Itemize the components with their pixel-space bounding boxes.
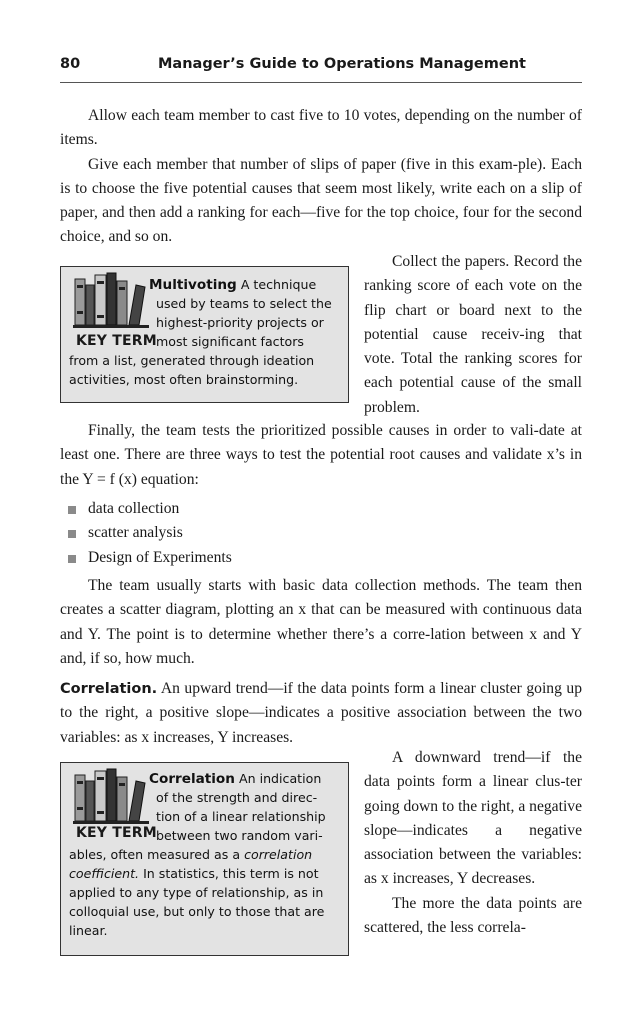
books-icon [73, 271, 149, 329]
list-item: Design of Experiments [66, 546, 232, 570]
running-header [60, 56, 582, 83]
key-term-line: linear. [69, 923, 108, 938]
key-term-line: used by teams to select the [156, 296, 332, 311]
books-icon [73, 767, 149, 825]
key-term-line: highest-priority projects or [156, 315, 324, 330]
running-title: Manager’s Guide to Operations Management [158, 56, 526, 72]
paragraph-slips: Give each member that number of slips of paper (five in this exam-ple). Each is to choose the five potential causes that seem most likely, write each on a slip of paper, and then add a ranking for each—five for the top choice, four for the second choice, and so on. [60, 155, 582, 246]
key-term-line: between two random vari- [156, 828, 323, 843]
body-text-top [60, 104, 582, 250]
key-term-line: most significant factors [156, 334, 304, 349]
key-term-line: applied to any type of relationship, as in [69, 885, 324, 900]
body-text-middle [60, 574, 582, 750]
key-term-word: Correlation [149, 771, 235, 787]
bullet-list [66, 497, 232, 570]
page-number: 80 [60, 56, 81, 72]
key-term-line: Multivoting A technique [149, 277, 317, 293]
paragraph-scattered: The more the data points are scattered, the less correla- [364, 894, 582, 937]
key-term-line: ables, often measured as a correlation [69, 847, 313, 862]
run-in-heading: Correlation. [60, 681, 158, 698]
paragraph-correlation: Correlation. An upward trend—if the data points form a linear cluster going up to the right, a positive slope—indicates a positive association between the two variables: as x increases, Y increases. [60, 680, 582, 746]
key-term-line: of the strength and direc- [156, 790, 318, 805]
key-term-line: Correlation An indication [149, 771, 322, 787]
paragraph-votes: Allow each team member to cast five to 10 votes, depending on the number of items. [60, 107, 582, 149]
key-term-line: activities, most often brainstorming. [69, 372, 299, 387]
key-term-line: colloquial use, but only to those that are [69, 904, 325, 919]
key-term-box-correlation [60, 762, 349, 956]
list-item: data collection [66, 497, 232, 521]
key-term-box-multivoting [60, 266, 349, 403]
paragraph-downward: A downward trend—if the data points form a linear clus-ter going down to the right, a negative slope—indicates a negative association between the variables: as x increases, Y decreases. [364, 749, 582, 888]
side-text-bottom [364, 746, 582, 940]
key-term-line: tion of a linear relationship [156, 809, 326, 824]
paragraph-collect: Collect the papers. Record the ranking score of each vote on the flip chart or board next to the potential cause receiv-ing that vote. Total the ranking scores for each potential cause of the small problem. [364, 253, 582, 416]
list-item: scatter analysis [66, 521, 232, 545]
key-term-line: coefficient. In statistics, this term is not [69, 866, 319, 881]
key-term-label: KEY TERM [76, 825, 157, 841]
paragraph-finally: Finally, the team tests the prioritized possible causes in order to vali-date at least one. There are three ways to test the potential root causes and validate x’s in the Y = f (x) equation: [60, 422, 582, 488]
key-term-word: Multivoting [149, 277, 237, 293]
key-term-label: KEY TERM [76, 333, 157, 349]
key-term-line: from a list, generated through ideation [69, 353, 315, 368]
paragraph-scatter: The team usually starts with basic data collection methods. The team then creates a scatter diagram, plotting an x that can be measured with continuous data and Y. The point is to determine whether there’s a corre-lation between x and Y and, if so, how much. [60, 577, 582, 667]
